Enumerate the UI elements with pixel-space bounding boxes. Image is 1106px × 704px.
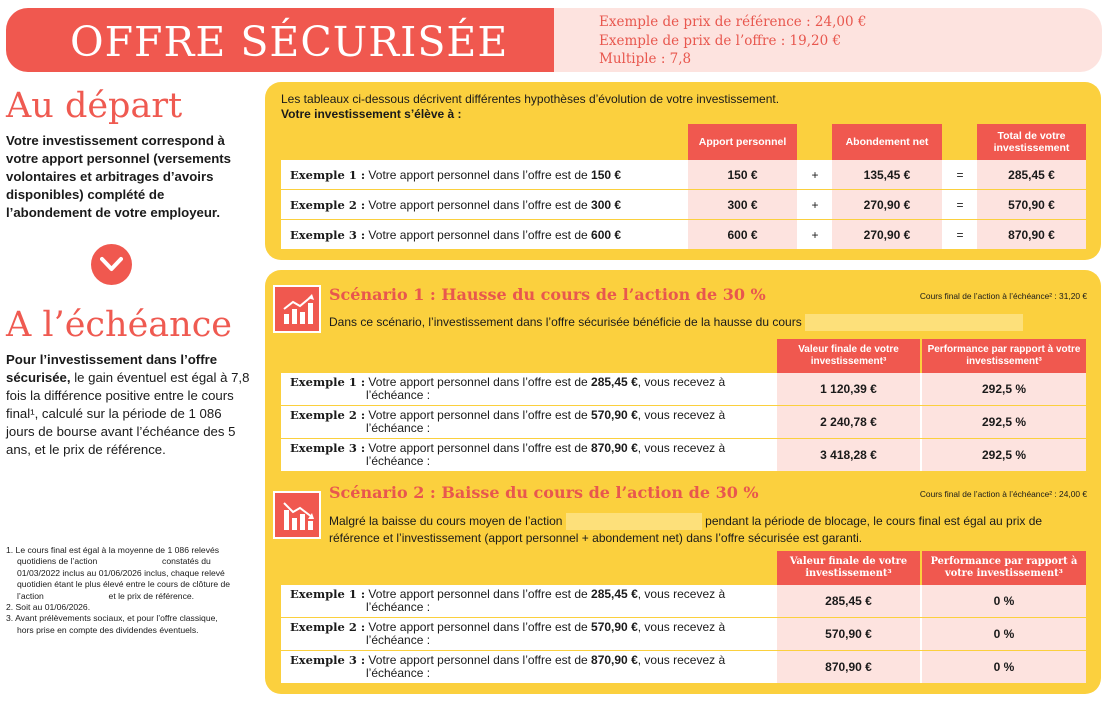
s2-perf-cell: 0 %: [922, 651, 1086, 683]
s1-row-label: Exemple 2 : Votre apport personnel dans l’offre est de 570,90 €, vous recevez à l’échéance :: [290, 408, 726, 435]
investment-intro: [281, 92, 779, 122]
scenario-2-desc: Malgré la baisse du cours moyen de l’action pendant la période de blocage, le cours final est égal au prix de référence et l’investissement (apport personnel + abondement net) dans l’offre sécurisée est garanti.: [329, 514, 1043, 546]
total-cell: 870,90 €: [977, 220, 1086, 249]
ref-price: Exemple de prix de référence : 24,00 €: [599, 14, 867, 30]
echeance-bold: Pour l’investissement dans l’offre sécurisée,: [6, 352, 218, 385]
title-banner: [6, 8, 554, 72]
equals-sign: =: [956, 197, 964, 212]
scenarios-panel: [265, 270, 1101, 694]
scenario-1-title: Scénario 1 : Hausse du cours de l’action de 30 %: [329, 285, 766, 304]
chart-up-icon: [273, 285, 321, 333]
s1-perf-cell: 292,5 %: [922, 373, 1086, 405]
scenario-1-desc: Dans ce scénario, l’investissement dans l’offre sécurisée bénéficie de la hausse du cours: [329, 314, 1023, 331]
intro-text: Les tableaux ci-dessous décrivent différentes hypothèses d’évolution de votre investissement.: [281, 92, 780, 106]
s1-row-label: Exemple 1 : Votre apport personnel dans l’offre est de 285,45 €, vous recevez à l’échéance :: [290, 375, 726, 402]
invest-row-2: [281, 190, 1086, 219]
col-total-header: Total de votre investissement: [977, 124, 1086, 160]
intro-bold: Votre investissement s’élève à :: [281, 107, 462, 121]
apport-cell: 150 €: [688, 160, 797, 189]
abondement-cell: 135,45 €: [832, 160, 942, 189]
s2-value-cell: 285,45 €: [777, 585, 920, 617]
invest-row-3: [281, 220, 1086, 249]
s2-col-perf-header: Performance par rapport à votre investissement³: [922, 551, 1086, 585]
plus-sign: +: [811, 227, 819, 242]
s1-value-cell: 2 240,78 €: [777, 406, 920, 438]
s1-row-1: [281, 373, 1086, 405]
s2-value-cell: 570,90 €: [777, 618, 920, 650]
scenario-1-final-price: Cours final de l’action à l’échéance² : 31,20 €: [919, 291, 1087, 301]
s2-row-2: [281, 618, 1086, 650]
s1-row-2: [281, 406, 1086, 438]
footnote-1b: constatés du 01/03/2022 inclus au 01/06/2026 inclus, chaque relevé quotidien étant le plus élevé entre le cours de clôture de l’action: [17, 556, 231, 601]
s1-value-cell: 3 418,28 €: [777, 439, 920, 471]
s1-row-3: [281, 439, 1086, 471]
footnotes: [6, 545, 234, 636]
s1-col-perf-header: Performance par rapport à votre investissement³: [922, 339, 1086, 373]
footnote-1: [6, 545, 234, 602]
echeance-title: A l’échéance: [6, 305, 233, 345]
s2-row-label: Exemple 3 : Votre apport personnel dans l’offre est de 870,90 €, vous recevez à l’échéance :: [290, 653, 726, 680]
s1-value-cell: 1 120,39 €: [777, 373, 920, 405]
s1-col-value-header: Valeur finale de votre investissement³: [777, 339, 920, 373]
reference-prices: [554, 8, 1102, 72]
col-apport-header: Apport personnel: [688, 124, 797, 160]
apport-cell: 300 €: [688, 190, 797, 219]
invest-row-label: Exemple 2 : Votre apport personnel dans l’offre est de 300 €: [290, 198, 622, 212]
scenario-2-final-price: Cours final de l’action à l’échéance² : 24,00 €: [919, 489, 1087, 499]
abondement-cell: 270,90 €: [832, 190, 942, 219]
invest-row-label: Exemple 3 : Votre apport personnel dans l’offre est de 600 €: [290, 228, 622, 242]
depart-title: Au départ: [6, 86, 183, 126]
equals-sign: =: [956, 227, 964, 242]
s2-row-label: Exemple 2 : Votre apport personnel dans l’offre est de 570,90 €, vous recevez à l’échéance :: [290, 620, 726, 647]
col-abondement-header: Abondement net: [832, 124, 942, 160]
equals-sign: =: [956, 167, 964, 182]
s1-perf-cell: 292,5 %: [922, 406, 1086, 438]
s2-row-1: [281, 585, 1086, 617]
footnote-1a: 1. Le cours final est égal à la moyenne de 1 086 relevés quotidiens de l’action: [6, 545, 220, 567]
investment-panel: [265, 82, 1101, 260]
invest-row-label: Exemple 1 : Votre apport personnel dans l’offre est de 150 €: [290, 168, 622, 182]
left-column: [6, 86, 251, 459]
footnote-2: 2. Soit au 01/06/2026.: [6, 602, 91, 613]
footnote-3: 3. Avant prélèvements sociaux, et pour l’offre classique, hors prise en compte des dividendes éventuels.: [6, 613, 218, 635]
total-cell: 570,90 €: [977, 190, 1086, 219]
plus-sign: +: [811, 197, 819, 212]
s2-col-value-header: Valeur finale de votre investissement³: [777, 551, 920, 585]
offer-price: Exemple de prix de l’offre : 19,20 €: [599, 32, 842, 49]
chart-down-icon: [273, 491, 321, 539]
s2-perf-cell: 0 %: [922, 585, 1086, 617]
echeance-body: le gain éventuel est égal à 7,8 fois la différence positive entre le cours final¹, calculé sur la période de 1 086 jours de bourse avant l’échéance des 5 ans, et le prix de référence.: [6, 370, 250, 457]
scenario-2-title: Scénario 2 : Baisse du cours de l’action de 30 %: [329, 483, 759, 502]
s2-row-label: Exemple 1 : Votre apport personnel dans l’offre est de 285,45 €, vous recevez à l’échéance :: [290, 587, 726, 614]
s2-perf-cell: 0 %: [922, 618, 1086, 650]
chevron-down-icon: [91, 244, 132, 285]
total-cell: 285,45 €: [977, 160, 1086, 189]
plus-sign: +: [811, 167, 819, 182]
depart-text: Votre investissement correspond à votre apport personnel (versements volontaires et arbitrages d’avoirs disponibles) complété de l’abondement de votre employeur.: [6, 133, 231, 220]
invest-row-1: [281, 160, 1086, 189]
abondement-cell: 270,90 €: [832, 220, 942, 249]
echeance-text: [6, 351, 251, 459]
page-title: OFFRE SÉCURISÉE: [70, 18, 509, 66]
s2-value-cell: 870,90 €: [777, 651, 920, 683]
s2-row-3: [281, 651, 1086, 683]
apport-cell: 600 €: [688, 220, 797, 249]
footnote-1c: et le prix de référence.: [108, 590, 195, 601]
multiple: Multiple : 7,8: [599, 51, 692, 67]
s1-row-label: Exemple 3 : Votre apport personnel dans l’offre est de 870,90 €, vous recevez à l’échéance :: [290, 441, 726, 468]
s1-perf-cell: 292,5 %: [922, 439, 1086, 471]
